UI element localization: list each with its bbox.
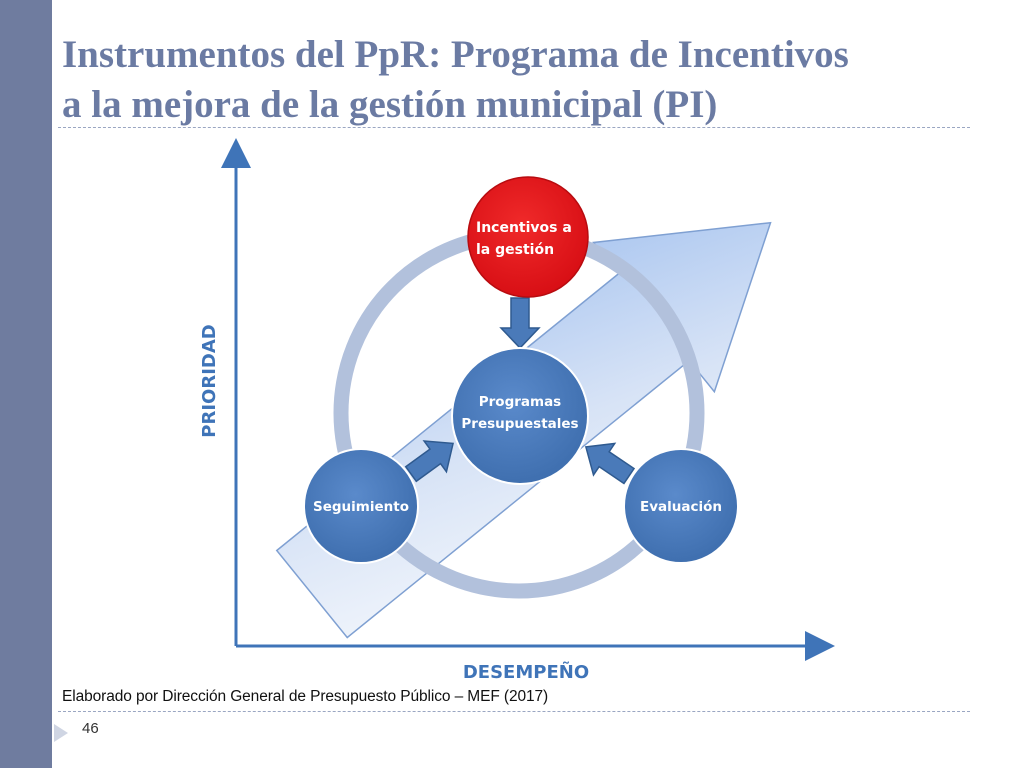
page-marker-icon: [54, 724, 68, 742]
evaluation-node-label: Evaluación: [640, 499, 722, 515]
incentives-node-label-2: la gestión: [476, 242, 555, 258]
slide-title-line-1: Instrumentos del PpR: Programa de Incentivos: [62, 33, 849, 76]
monitoring-node: [304, 449, 418, 563]
budget-programs-label-2: Presupuestales: [461, 416, 579, 432]
y-axis-label: PRIORIDAD: [199, 324, 220, 438]
x-axis-label: DESEMPEÑO: [462, 662, 590, 683]
incentives-node: [468, 177, 588, 297]
slide-title-line-2: a la mejora de la gestión municipal (PI): [62, 83, 718, 126]
budget-programs-node: [452, 348, 588, 484]
monitoring-node-label: Seguimiento: [313, 499, 409, 515]
source-note: Elaborado por Dirección General de Presupuesto Público – MEF (2017): [62, 688, 549, 705]
footer-divider: [58, 711, 970, 712]
incentives-node-label-1: Incentivos a: [476, 220, 572, 236]
page-number: 46: [82, 720, 99, 737]
budget-programs-label-1: Programas: [478, 394, 562, 410]
arrow-down-icon: [501, 298, 539, 348]
evaluation-node: [624, 449, 738, 563]
